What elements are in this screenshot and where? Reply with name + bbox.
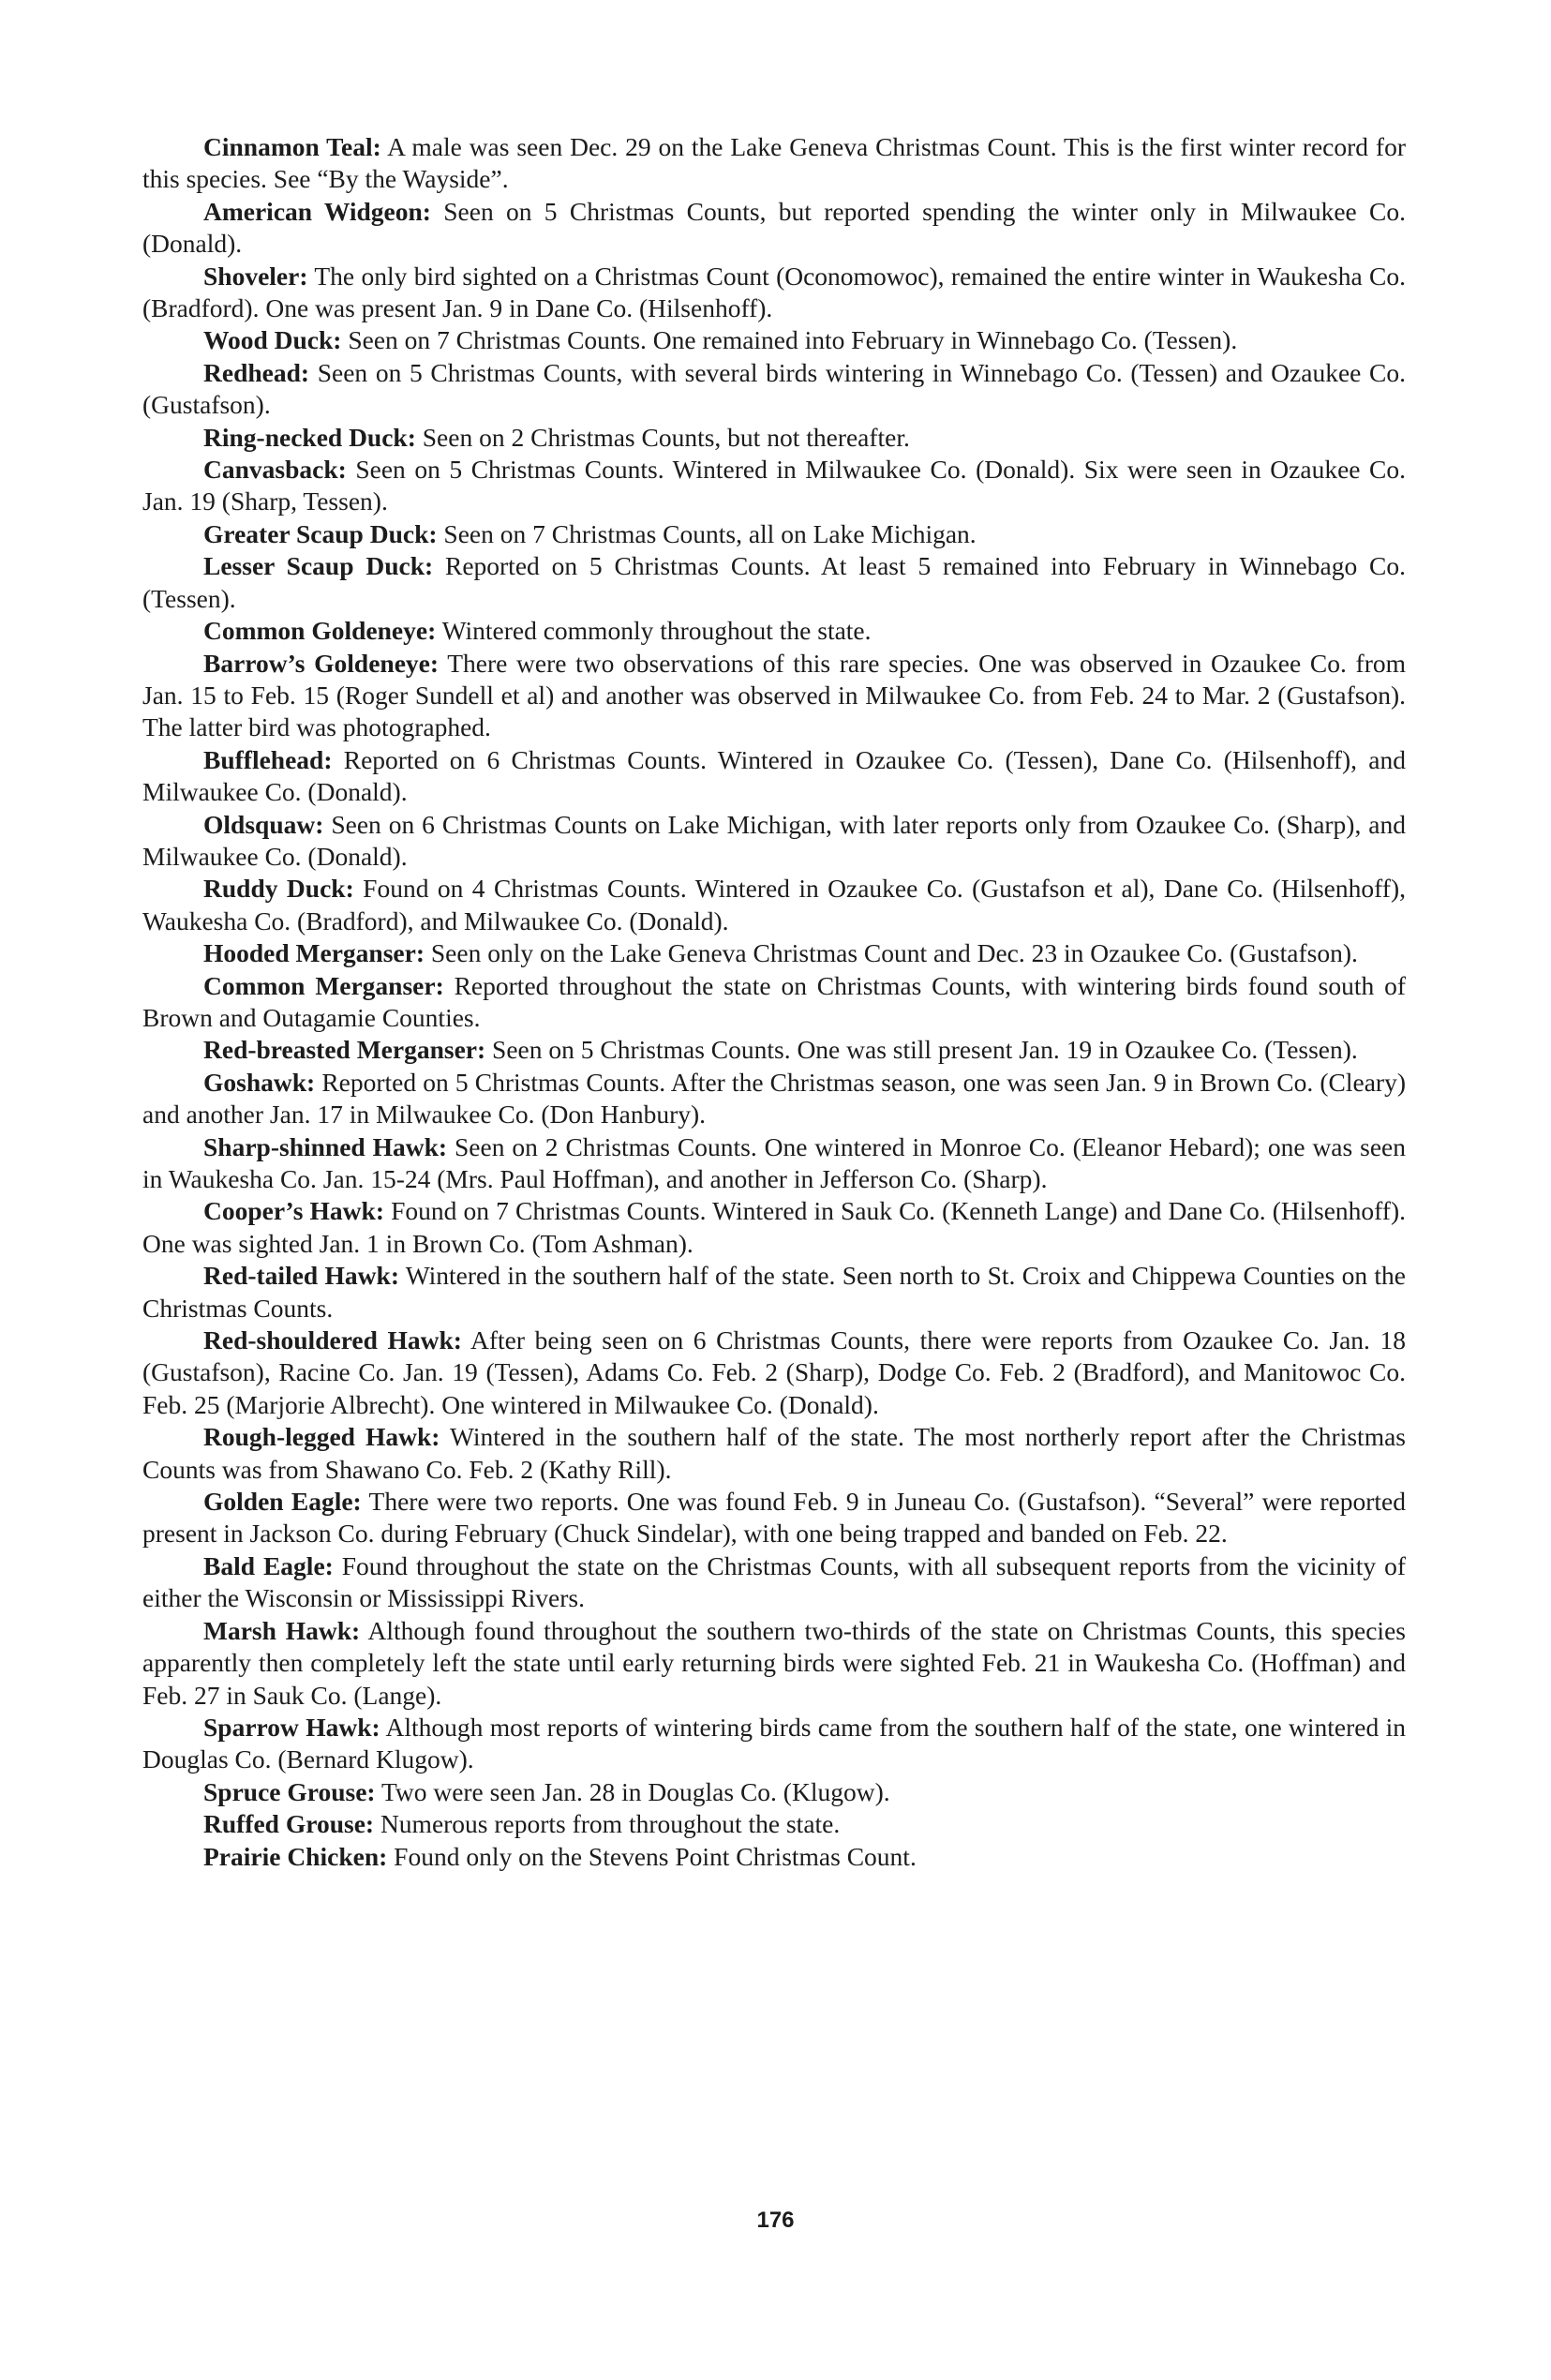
species-entry xyxy=(142,261,1406,325)
species-entry xyxy=(142,196,1406,261)
species-name: Ruddy Duck: xyxy=(203,874,354,904)
species-name: Prairie Chicken: xyxy=(203,1841,388,1871)
species-entry xyxy=(142,809,1406,874)
species-note: Seen on 5 Christmas Counts, with several birds wintering in Winnebago Co. (Tessen) and Ozaukee Co. (Gustafson). xyxy=(142,357,1406,420)
species-entry xyxy=(142,744,1406,809)
species-note: Seen on 5 Christmas Counts. One was still present Jan. 19 in Ozaukee Co. (Tessen). xyxy=(485,1035,1358,1065)
species-note: Wintered in the southern half of the state. Seen north to St. Croix and Chippewa Counties on the Christmas Counts. xyxy=(142,1261,1406,1323)
species-entry xyxy=(142,518,1406,550)
species-name: Spruce Grouse: xyxy=(203,1776,376,1806)
species-name: Ruffed Grouse: xyxy=(203,1809,375,1839)
species-entry xyxy=(142,615,1406,647)
species-entry xyxy=(142,1808,1406,1840)
species-entry xyxy=(142,1550,1406,1615)
species-note: Although found throughout the southern two-thirds of the state on Christmas Counts, this species apparently then completely left the state until early returning birds were sighted Feb. 21 in Waukesha Co. (Hoffman) and Feb. 27 in Sauk Co. (Lange). xyxy=(142,1615,1406,1710)
species-entry xyxy=(142,550,1406,615)
species-name: Golden Eagle: xyxy=(203,1487,362,1517)
species-name: Common Goldeneye: xyxy=(203,616,437,646)
species-note: Reported on 6 Christmas Counts. Wintered in Ozaukee Co. (Tessen), Dane Co. (Hilsenhoff), and Milwaukee Co. (Donald). xyxy=(142,744,1406,807)
species-entry xyxy=(142,970,1406,1035)
species-name: Oldsquaw: xyxy=(203,809,324,839)
species-entry xyxy=(142,324,1406,356)
species-note: Reported on 5 Christmas Counts. At least 5 remained into February in Winnebago Co. (Tessen). xyxy=(142,551,1406,613)
species-note: Found only on the Stevens Point Christmas Count. xyxy=(387,1841,917,1871)
species-entry xyxy=(142,1067,1406,1131)
species-note: Reported throughout the state on Christmas Counts, with wintering birds found south of Brown and Outagamie Counties. xyxy=(142,970,1406,1032)
species-note: A male was seen Dec. 29 on the Lake Geneva Christmas Count. This is the first winter record for this species. See “By the Wayside”. xyxy=(142,132,1406,194)
species-note: Reported on 5 Christmas Counts. After the Christmas season, one was seen Jan. 9 in Brown Co. (Cleary) and another Jan. 17 in Milwaukee Co. (Don Hanbury). xyxy=(142,1067,1406,1130)
species-note: Found throughout the state on the Christmas Counts, with all subsequent reports from the vicinity of either the Wisconsin or Mississippi Rivers. xyxy=(142,1550,1406,1613)
species-entry xyxy=(142,1131,1406,1196)
species-note: Seen on 2 Christmas Counts, but not thereafter. xyxy=(415,422,910,452)
species-note: Found on 7 Christmas Counts. Wintered in Sauk Co. (Kenneth Lange) and Dane Co. (Hilsenhoff). One was sighted Jan. 1 in Brown Co. (Tom Ashman). xyxy=(142,1196,1406,1258)
species-note: There were two reports. One was found Feb. 9 in Juneau Co. (Gustafson). “Several” were reported present in Jackson Co. during February (Chuck Sindelar), with one being trapped and banded on Feb. 22. xyxy=(142,1487,1406,1549)
species-note: Seen on 5 Christmas Counts, but reported spending the winter only in Milwaukee Co. (Donald). xyxy=(142,196,1406,259)
species-note: Seen only on the Lake Geneva Christmas Count and Dec. 23 in Ozaukee Co. (Gustafson). xyxy=(425,938,1358,968)
species-name: Lesser Scaup Duck: xyxy=(203,551,434,581)
species-name: Cooper’s Hawk: xyxy=(203,1196,384,1226)
species-name: Wood Duck: xyxy=(203,325,342,355)
species-note: Seen on 7 Christmas Counts. One remained into February in Winnebago Co. (Tessen). xyxy=(341,325,1238,355)
species-name: Red-shouldered Hawk: xyxy=(203,1325,462,1355)
species-name: American Widgeon: xyxy=(203,196,431,226)
species-entry xyxy=(142,648,1406,744)
species-name: Barrow’s Goldeneye: xyxy=(203,648,440,678)
species-name: Bufflehead: xyxy=(203,744,333,774)
species-note: Two were seen Jan. 28 in Douglas Co. (Klugow). xyxy=(375,1776,890,1806)
species-note: Seen on 2 Christmas Counts. One wintered in Monroe Co. (Eleanor Hebard); one was seen in Waukesha Co. Jan. 15-24 (Mrs. Paul Hoffman), and another in Jefferson Co. (Sharp). xyxy=(142,1131,1406,1193)
species-name: Rough-legged Hawk: xyxy=(203,1422,440,1452)
species-entry xyxy=(142,357,1406,422)
species-entry xyxy=(142,1325,1406,1421)
species-note: Seen on 7 Christmas Counts, all on Lake Michigan. xyxy=(437,518,977,548)
species-entry xyxy=(142,1034,1406,1066)
species-entry xyxy=(142,422,1406,454)
species-name: Marsh Hawk: xyxy=(203,1615,361,1645)
species-name: Greater Scaup Duck: xyxy=(203,518,438,548)
species-entry xyxy=(142,1486,1406,1550)
species-note: Wintered commonly throughout the state. xyxy=(436,616,872,646)
species-entry xyxy=(142,131,1406,196)
species-note: Although most reports of wintering birds came from the southern half of the state, one wintered in Douglas Co. (Bernard Klugow). xyxy=(142,1712,1406,1774)
species-name: Red-breasted Merganser: xyxy=(203,1035,486,1065)
species-name: Common Merganser: xyxy=(203,970,444,1000)
species-name: Red-tailed Hawk: xyxy=(203,1261,399,1291)
report-body xyxy=(142,131,1406,1873)
species-entry xyxy=(142,1712,1406,1776)
species-name: Sharp-shinned Hawk: xyxy=(203,1131,448,1161)
species-name: Ring-necked Duck: xyxy=(203,422,416,452)
species-entry xyxy=(142,1615,1406,1712)
species-note: Seen on 6 Christmas Counts on Lake Michigan, with later reports only from Ozaukee Co. (Sharp), and Milwaukee Co. (Donald). xyxy=(142,809,1406,871)
species-entry xyxy=(142,1260,1406,1325)
page-number: 176 xyxy=(756,2208,795,2233)
species-entry xyxy=(142,1195,1406,1260)
species-entry xyxy=(142,454,1406,518)
species-name: Canvasback: xyxy=(203,455,347,485)
species-name: Redhead: xyxy=(203,357,310,387)
species-name: Bald Eagle: xyxy=(203,1550,334,1580)
species-entry xyxy=(142,937,1406,969)
species-entry xyxy=(142,1841,1406,1873)
species-note: After being seen on 6 Christmas Counts, there were reports from Ozaukee Co. Jan. 18 (Gustafson), Racine Co. Jan. 19 (Tessen), Adams Co. Feb. 2 (Sharp), Dodge Co. Feb. 2 (Bradford), and Manitowoc Co. Feb. 25 (Marjorie Albrecht). One wintered in Milwaukee Co. (Donald). xyxy=(142,1325,1406,1419)
species-note: Wintered in the southern half of the state. The most northerly report after the Christmas Counts was from Shawano Co. Feb. 2 (Kathy Rill). xyxy=(142,1422,1406,1484)
species-entry xyxy=(142,1421,1406,1486)
species-name: Sparrow Hawk: xyxy=(203,1712,380,1742)
species-name: Shoveler: xyxy=(203,261,308,291)
species-name: Cinnamon Teal: xyxy=(203,132,381,161)
species-note: The only bird sighted on a Christmas Count (Oconomowoc), remained the entire winter in Waukesha Co. (Bradford). One was present Jan. 9 in Dane Co. (Hilsenhoff). xyxy=(142,261,1406,323)
species-note: There were two observations of this rare species. One was observed in Ozaukee Co. from Jan. 15 to Feb. 15 (Roger Sundell et al) and another was observed in Milwaukee Co. from Feb. 24 to Mar. 2 (Gustafson). The latter bird was photographed. xyxy=(142,648,1406,742)
species-entry xyxy=(142,873,1406,937)
species-note: Seen on 5 Christmas Counts. Wintered in Milwaukee Co. (Donald). Six were seen in Ozaukee Co. Jan. 19 (Sharp, Tessen). xyxy=(142,455,1406,516)
species-entry xyxy=(142,1776,1406,1808)
species-note: Found on 4 Christmas Counts. Wintered in Ozaukee Co. (Gustafson et al), Dane Co. (Hilsenhoff), Waukesha Co. (Bradford), and Milwaukee Co. (Donald). xyxy=(142,874,1406,936)
species-name: Goshawk: xyxy=(203,1067,316,1097)
species-note: Numerous reports from throughout the state. xyxy=(374,1809,841,1839)
species-name: Hooded Merganser: xyxy=(203,938,425,968)
